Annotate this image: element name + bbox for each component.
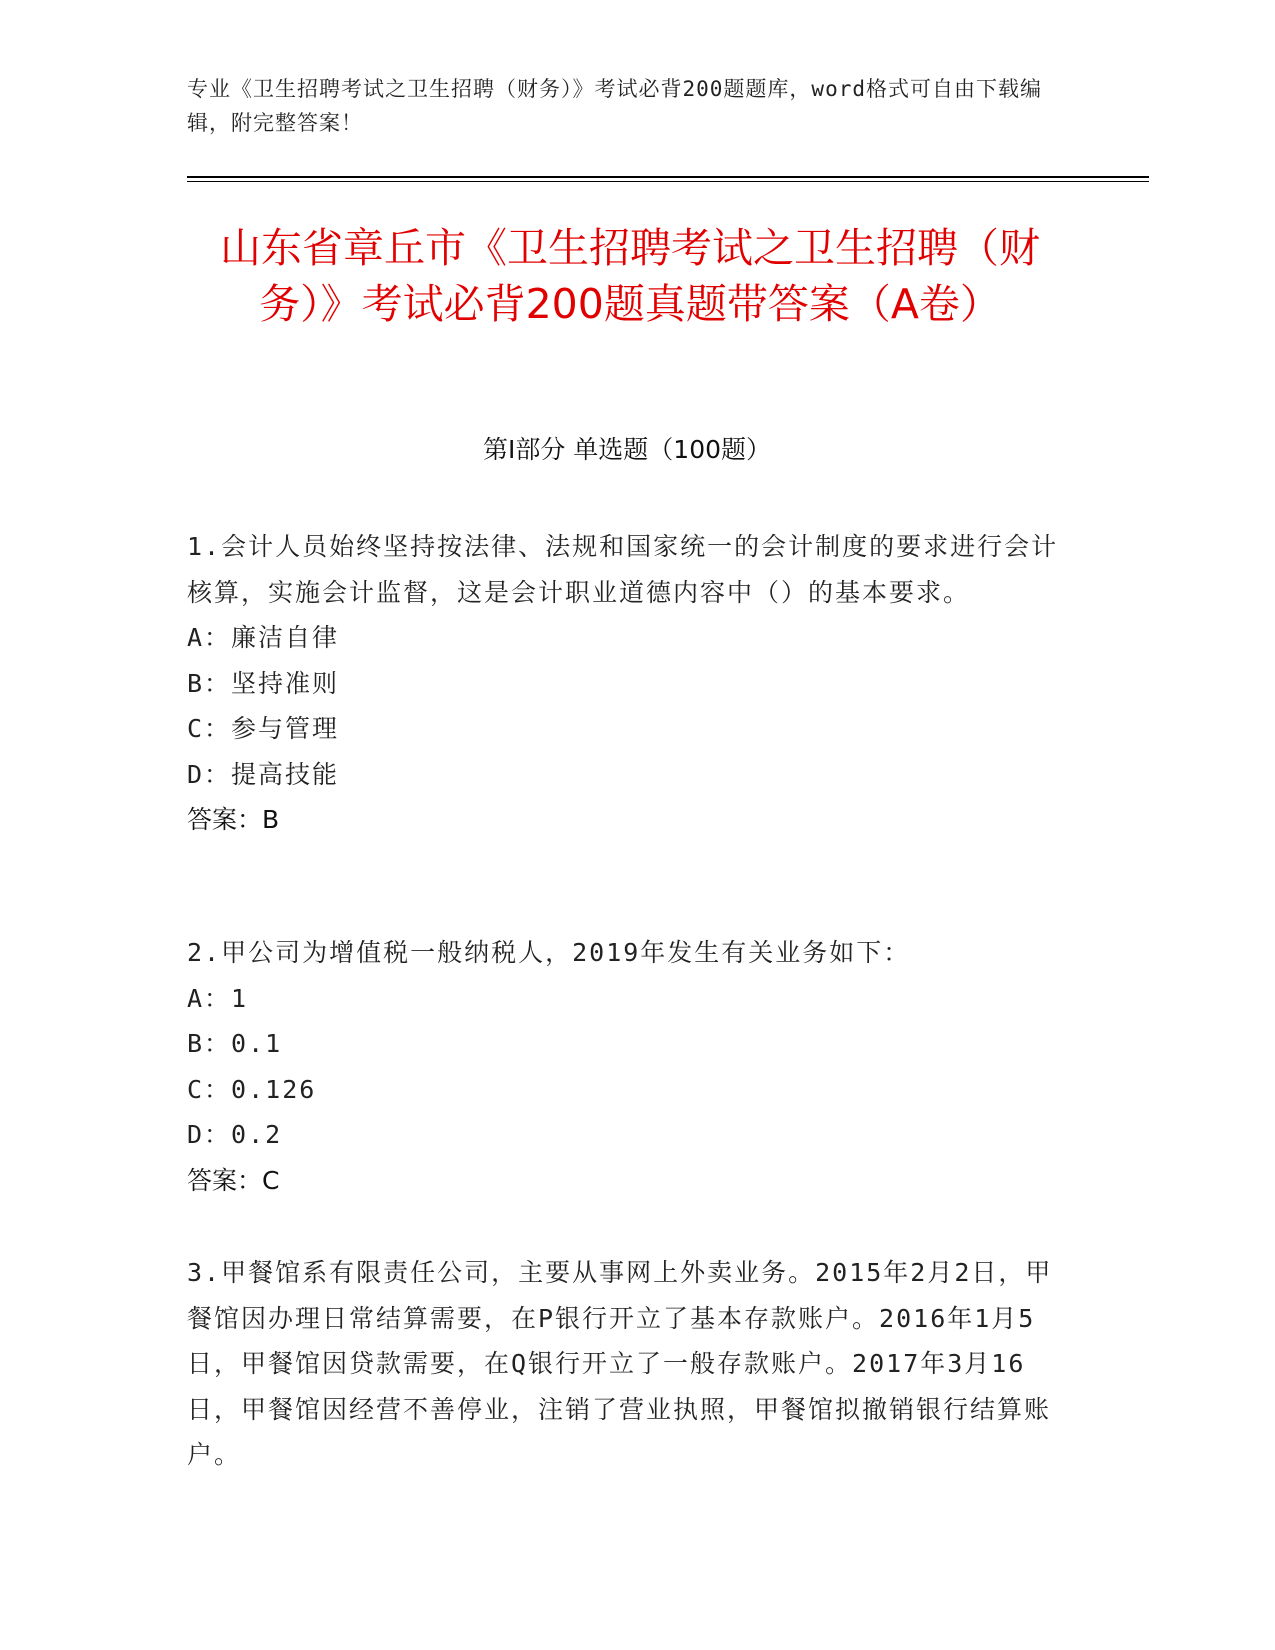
option-a: A：1 bbox=[187, 983, 249, 1013]
header-note: 专业《卫生招聘考试之卫生招聘（财务）》考试必背200题题库，word格式可自由下载编辑，附完整答案！ bbox=[187, 77, 1042, 135]
option-d: D：0.2 bbox=[187, 1120, 283, 1149]
question-stem: 2.甲公司为增值税一般纳税人，2019年发生有关业务如下： bbox=[187, 938, 911, 967]
option-d: D：提高技能 bbox=[187, 759, 340, 789]
answer: 答案：B bbox=[187, 805, 280, 834]
option-c: C：0.126 bbox=[187, 1074, 317, 1104]
option-b: B：坚持准则 bbox=[187, 668, 340, 698]
section-heading: 第Ⅰ部分 单选题（100题） bbox=[482, 435, 772, 464]
header-divider-thin bbox=[187, 181, 1149, 182]
answer: 答案：C bbox=[187, 1165, 280, 1195]
question-stem: 3.甲餐馆系有限责任公司，主要从事网上外卖业务。2015年2月2日，甲餐馆因办理日常结算需要，在P银行开立了基本存款账户。2016年1月5日，甲餐馆因贷款需要，在Q银行开立了一般存款账户。2017年3月16日，甲餐馆因经营不善停业，注销了营业执照，甲餐馆拟撤销银行结算账户。 bbox=[187, 1258, 1053, 1469]
option-b: B：0.1 bbox=[187, 1029, 283, 1058]
question-stem: 1.会计人员始终坚持按法律、法规和国家统一的会计制度的要求进行会计核算，实施会计监督，这是会计职业道德内容中（）的基本要求。 bbox=[187, 532, 1059, 607]
header-divider-thick bbox=[187, 176, 1149, 178]
document-title: 山东省章丘市《卫生招聘考试之卫生招聘（财务）》考试必背200题真题带答案（A卷） bbox=[220, 224, 1040, 328]
question-1 bbox=[187, 524, 1077, 843]
question-3 bbox=[187, 1250, 1077, 1478]
question-2 bbox=[187, 930, 1077, 1203]
option-c: C：参与管理 bbox=[187, 714, 340, 743]
option-a: A：廉洁自律 bbox=[187, 623, 340, 652]
